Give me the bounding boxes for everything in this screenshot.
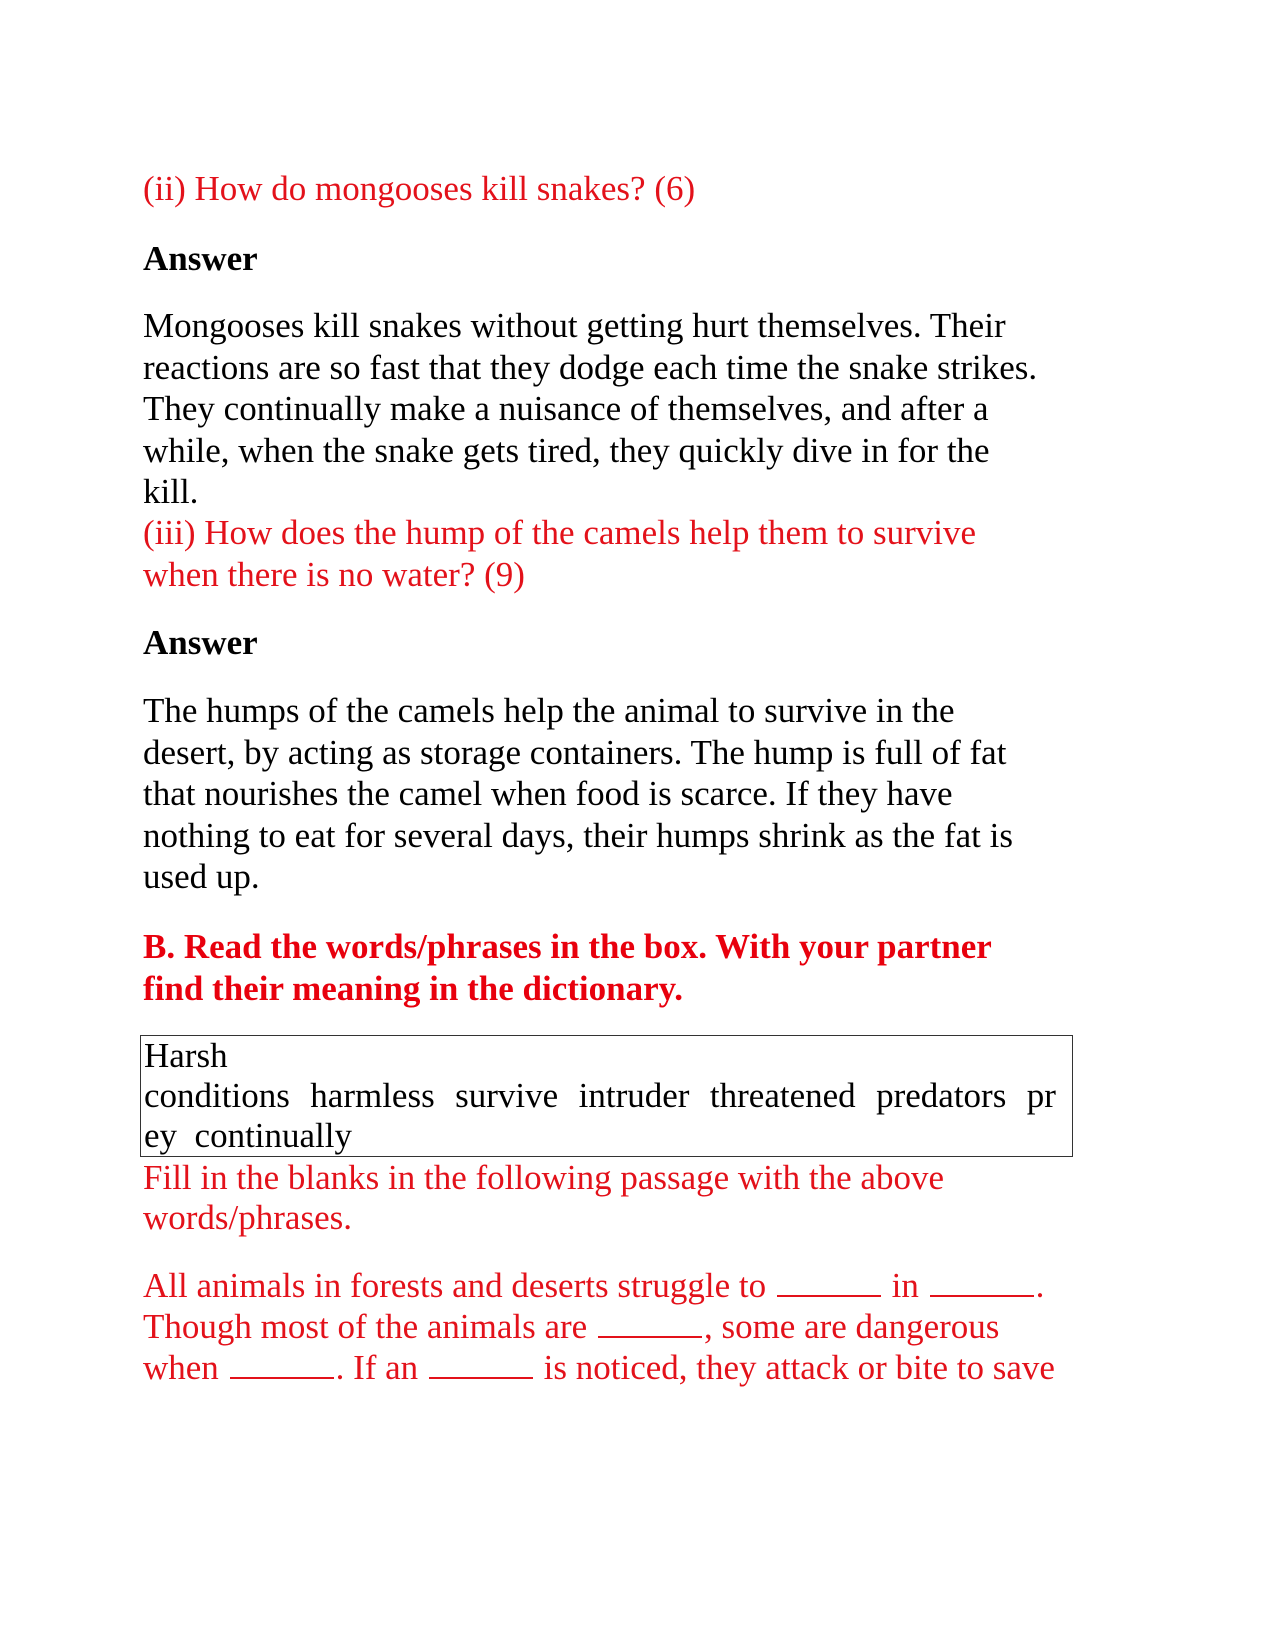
- answer-label-iii: [143, 622, 1078, 664]
- answer-iii: [143, 690, 1078, 898]
- word-box-line: ey continually: [144, 1116, 353, 1155]
- answer-line: reactions are so fast that they dodge each time the snake strikes.: [143, 347, 1038, 387]
- passage-text: All animals in forests and deserts struggle to: [143, 1266, 775, 1305]
- word: conditions: [144, 1076, 290, 1115]
- section-b-heading: [143, 926, 1078, 1009]
- answer-line: that nourishes the camel when food is scarce. If they have: [143, 774, 953, 813]
- answer-line: Mongooses kill snakes without getting hurt themselves. Their: [143, 306, 1006, 345]
- word-box: [140, 1035, 1073, 1157]
- passage-text: Though most of the animals are: [143, 1307, 596, 1346]
- answer-line: kill.: [143, 472, 199, 511]
- word: predators: [876, 1076, 1007, 1115]
- instruction-line: words/phrases.: [143, 1198, 352, 1237]
- passage-text: when: [143, 1348, 228, 1387]
- question-ii: [143, 168, 1078, 210]
- answer-ii: [143, 305, 1078, 513]
- answer-line: while, when the snake gets tired, they quickly dive in for the: [143, 430, 990, 470]
- word: threatened: [709, 1076, 856, 1115]
- answer-label-text: Answer: [143, 239, 258, 278]
- word: intruder: [578, 1076, 690, 1115]
- answer-label-ii: [143, 238, 1078, 280]
- passage-text: , some are dangerous: [703, 1307, 1000, 1346]
- fill-passage: [143, 1265, 1078, 1388]
- passage-text: is noticed, they attack or bite to save: [534, 1348, 1055, 1387]
- question-iii: [143, 512, 1078, 595]
- section-b-heading-line: find their meaning in the dictionary.: [143, 968, 683, 1008]
- blank-field[interactable]: [230, 1347, 334, 1379]
- answer-line: desert, by acting as storage containers. The hump is full of fat: [143, 732, 1007, 772]
- answer-label-text: Answer: [143, 623, 258, 662]
- answer-line: used up.: [143, 857, 260, 896]
- passage-line: [143, 1347, 1078, 1388]
- passage-text: . If an: [335, 1348, 427, 1387]
- word: harmless: [310, 1076, 435, 1115]
- word: survive: [455, 1076, 559, 1115]
- passage-text: in: [882, 1266, 928, 1305]
- blank-field[interactable]: [598, 1306, 702, 1338]
- blank-field[interactable]: [777, 1265, 881, 1297]
- section-b-heading-line: B. Read the words/phrases in the box. With your partner: [143, 927, 992, 966]
- word: pr: [1026, 1076, 1056, 1115]
- answer-line: They continually make a nuisance of themselves, and after a: [143, 389, 989, 428]
- word-box-line: [144, 1076, 1056, 1116]
- blank-field[interactable]: [429, 1347, 533, 1379]
- answer-line: The humps of the camels help the animal to survive in the: [143, 691, 955, 730]
- question-iii-line: (iii) How does the hump of the camels help them to survive: [143, 513, 977, 552]
- answer-line: nothing to eat for several days, their humps shrink as the fat is: [143, 815, 1013, 855]
- word-box-line: Harsh: [144, 1036, 228, 1075]
- fill-instruction: [143, 1158, 1078, 1238]
- blank-field[interactable]: [930, 1265, 1034, 1297]
- question-ii-text: (ii) How do mongooses kill snakes? (6): [143, 169, 696, 208]
- question-iii-line: when there is no water? (9): [143, 554, 525, 594]
- passage-line: [143, 1306, 1078, 1347]
- passage-text: .: [1035, 1266, 1045, 1305]
- passage-line: [143, 1265, 1078, 1306]
- instruction-line: Fill in the blanks in the following passage with the above: [143, 1158, 944, 1197]
